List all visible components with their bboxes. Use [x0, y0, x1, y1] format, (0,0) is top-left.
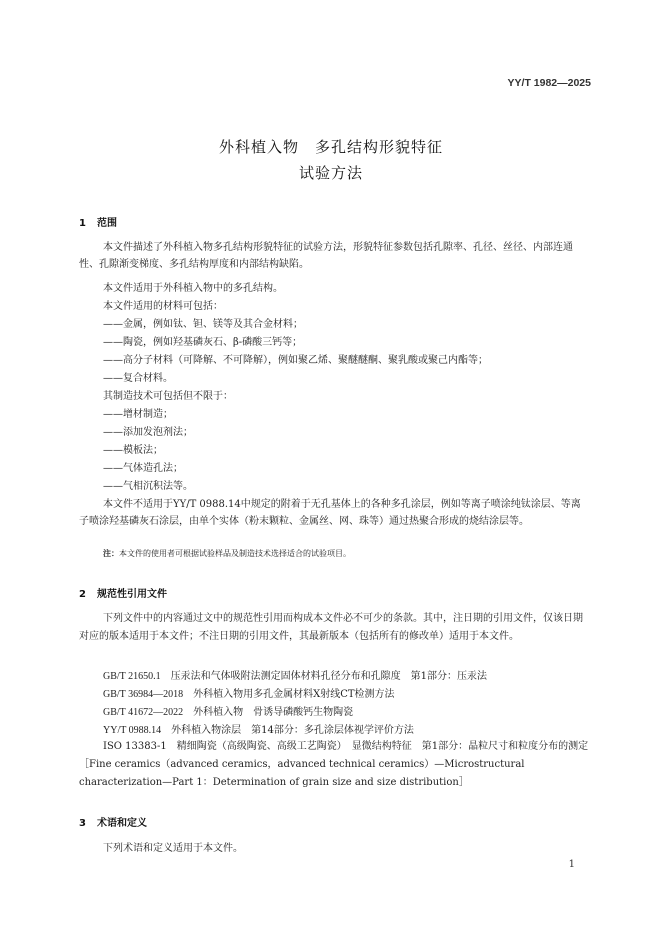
note-text: 本文件的使用者可根据试验样品及制造技术选择适合的试验项目。 [119, 549, 351, 558]
reference-title: 外科植入物涂层 第14部分：多孔涂层体视学评价方法 [171, 725, 414, 736]
section-2-heading [79, 585, 167, 600]
reference-item [103, 724, 414, 737]
list-item: ——高分子材料（可降解、不可降解），例如聚乙烯、聚醚醚酮、聚乳酸或聚己内酯等； [103, 355, 488, 366]
reference-item [103, 706, 353, 719]
list-item: ——气相沉积法等。 [103, 481, 193, 492]
list-item: ——气体造孔法； [103, 463, 183, 474]
list-item: ——金属，例如钛、钽、镁等及其合金材料； [103, 319, 303, 330]
list-item: ——模板法； [103, 445, 163, 456]
reference-item-iso: ISO 13383-1 精细陶瓷（高级陶瓷、高级工艺陶瓷） 显微结构特征 第1部分：晶粒尺寸和粒度分布的测定［Fine ceramics（advanced ceramics，advanced technical ceramics）—Microstructural characterization—Part 1：Determination of grain size and size distribution］ [79, 741, 589, 788]
reference-title: 压汞法和气体吸附法测定固体材料孔径分布和孔隙度 第1部分：压汞法 [170, 671, 487, 682]
document-title-line2: 试验方法 [298, 164, 363, 182]
list-item: ——陶瓷，例如羟基磷灰石、β-磷酸三钙等； [103, 337, 303, 348]
section-1-heading [79, 214, 117, 229]
page-number: 1 [568, 859, 575, 870]
section-title: 范围 [97, 218, 117, 229]
scope-paragraph: 本文件适用于外科植入物中的多孔结构。 [103, 283, 283, 294]
section-title: 规范性引用文件 [97, 589, 167, 600]
scope-note [103, 548, 351, 559]
section-3-heading [79, 814, 147, 829]
reference-code: GB/T 36984—2018 [103, 689, 184, 700]
section-number: 2 [79, 589, 86, 600]
reference-item [103, 688, 395, 701]
scope-paragraph: 本文件描述了外科植入物多孔结构形貌特征的试验方法，形貌特征参数包括孔隙率、孔径、丝径、内部连通性、孔隙渐变梯度、多孔结构厚度和内部结构缺陷。 [79, 242, 573, 270]
reference-title: 外科植入物 骨诱导磷酸钙生物陶瓷 [193, 707, 354, 718]
reference-code: YY/T 0988.14 [103, 725, 162, 736]
list-item: ——添加发泡剂法； [103, 427, 193, 438]
scope-paragraph: 其制造技术可包括但不限于： [103, 391, 233, 402]
normative-intro: 下列文件中的内容通过文中的规范性引用而构成本文件必不可少的条款。其中，注日期的引用文件，仅该日期对应的版本适用于本文件；不注日期的引用文件，其最新版本（包括所有的修改单）适用于本文件。 [79, 613, 583, 642]
reference-code: GB/T 21650.1 [103, 671, 161, 682]
list-item: ——复合材料。 [103, 373, 173, 384]
section-title: 术语和定义 [97, 818, 147, 829]
reference-item [103, 670, 487, 683]
section-number: 3 [79, 818, 86, 829]
document-title-line1: 外科植入物 多孔结构形貌特征 [218, 138, 443, 156]
list-item: ——增材制造； [103, 409, 173, 420]
scope-paragraph: 本文件不适用于YY/T 0988.14中规定的附着于无孔基体上的各种多孔涂层，例如等离子喷涂纯钛涂层、等离子喷涂羟基磷灰石涂层，由单个实体（粉末颗粒、金属丝、网、珠等）通过热聚合形成的烧结涂层等。 [79, 499, 581, 527]
terms-intro: 下列术语和定义适用于本文件。 [103, 843, 243, 854]
note-label: 注： [103, 549, 119, 558]
section-number: 1 [79, 218, 86, 229]
scope-paragraph: 本文件适用的材料可包括： [103, 301, 223, 312]
reference-title: 外科植入物用多孔金属材料X射线CT检测方法 [193, 689, 395, 700]
reference-code: GB/T 41672—2022 [103, 707, 184, 718]
standard-code: YY/T 1982—2025 [507, 77, 591, 89]
